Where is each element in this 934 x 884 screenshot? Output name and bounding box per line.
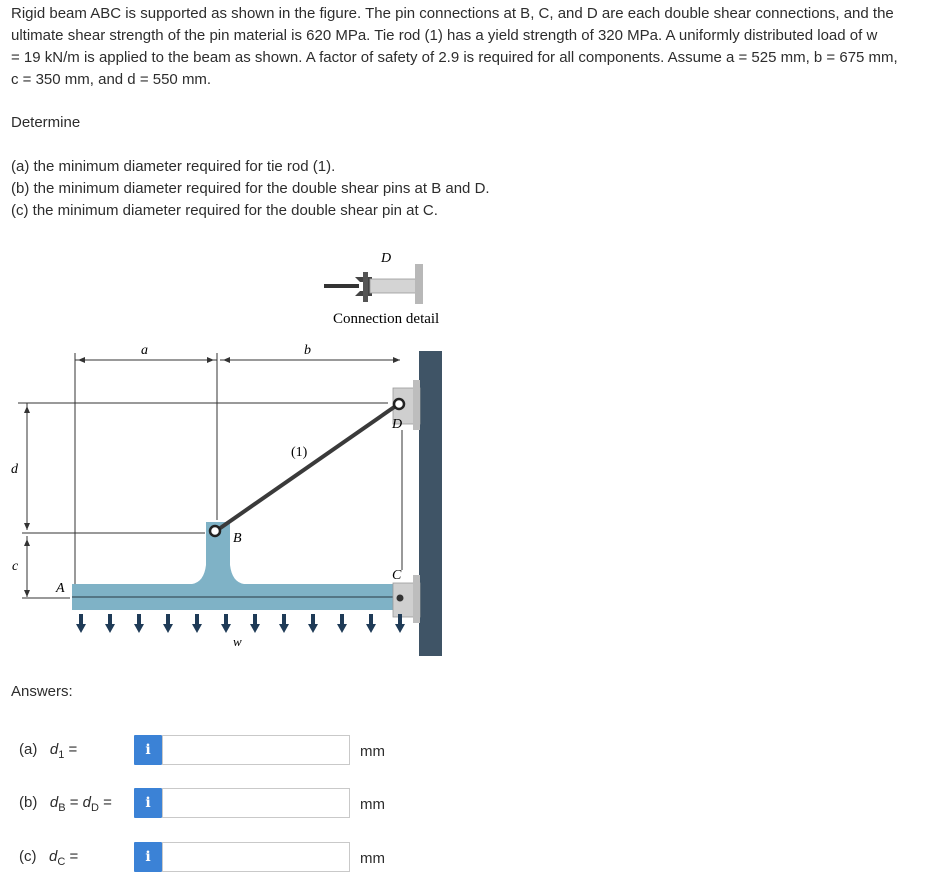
load-arrow [308,614,318,633]
pin-d [394,399,404,409]
unit-label-a: mm [360,743,385,760]
tie-rod [216,403,403,531]
detail-rod [324,284,359,288]
question-parts [11,156,490,222]
detail-pin [363,272,368,302]
load-arrow [105,614,115,633]
info-button-b[interactable]: i [134,788,162,818]
label-A: A [56,581,65,596]
answer-row-a [0,733,934,769]
part-c-text: (c) the minimum diameter required for the double shear pin at C. [11,202,438,219]
load-arrow [163,614,173,633]
unit-label-c: mm [360,850,385,867]
pin-b [210,526,220,536]
label-C: C [392,568,402,583]
label-rod-1: (1) [291,445,308,460]
dim-label-d: d [11,462,18,477]
answer-input-b[interactable] [162,788,350,818]
wall [419,351,442,656]
answer-input-a[interactable] [162,735,350,765]
dim-label-a: a [141,343,148,358]
problem-line-3: = 19 kN/m is applied to the beam as shown. A factor of safety of 2.9 is required for all components. Assume a = 525 mm, b = 675 mm, [11,49,898,66]
answers-title: Answers: [11,683,73,700]
dim-label-b: b [304,343,311,358]
unit-label-b: mm [360,796,385,813]
part-b-text: (b) the minimum diameter required for the double shear pins at B and D. [11,180,490,197]
label-w: w [233,634,242,649]
pin-c [397,595,404,602]
detail-bracket [370,279,416,293]
connection-detail [324,251,439,327]
info-button-a[interactable]: i [134,735,162,765]
load-arrow [192,614,202,633]
answer-input-c[interactable] [162,842,350,872]
load-arrow [337,614,347,633]
problem-line-1: Rigid beam ABC is supported as shown in the figure. The pin connections at B, C, and D are each double shear connections, and the [11,5,894,22]
load-arrow [76,614,86,633]
distributed-load [76,614,405,633]
label-B: B [233,531,242,546]
part-a-text: (a) the minimum diameter required for tie rod (1). [11,158,336,175]
beam-figure [0,240,934,670]
answer-label-c: (c) $d_C$ = [19,848,79,868]
load-arrow [366,614,376,633]
detail-wall [415,264,423,304]
label-D: D [392,417,403,432]
load-arrow [250,614,260,633]
connection-detail-label: Connection detail [333,311,440,327]
load-arrow [221,614,231,633]
answer-label-a: (a) $d_1$ = [19,741,78,761]
load-arrow [279,614,289,633]
answer-row-c [0,840,934,876]
detail-label-D: D [381,251,392,266]
answer-label-b: (b) $d_B = d_D$ = [19,794,112,814]
problem-statement [11,3,923,91]
dim-label-c: c [12,559,19,574]
determine-heading: Determine [11,114,81,131]
problem-line-2: ultimate shear strength of the pin material is 620 MPa. Tie rod (1) has a yield strength of 320 MPa. A uniformly distributed load of w [11,27,878,44]
problem-line-4: c = 350 mm, and d = 550 mm. [11,71,212,88]
info-button-c[interactable]: i [134,842,162,872]
answer-row-b [0,786,934,822]
load-arrow [134,614,144,633]
